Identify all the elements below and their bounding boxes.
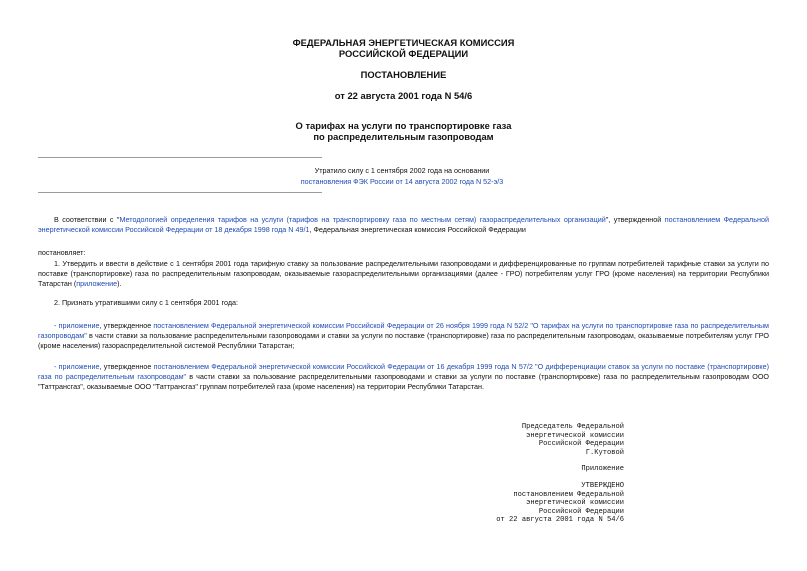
item-2-paragraph: 2. Признать утратившими силу с 1 сентября 2001 года: [54,298,239,307]
appendix-link[interactable]: приложение [76,279,118,289]
document-date-number: от 22 августа 2001 года N 54/6 [334,90,473,101]
annulment-text: Утратило силу с 1 сентября 2002 года на основании [314,166,490,175]
resolution-57-2-link[interactable]: постановлением Федеральной энергетической комиссии Российской Федерации от 16 декабря 1999 года N 57/2 "О дифференциации ставок за услуги по поставке (транспортировке) газа по распределительным газопроводам" [38,362,769,382]
signature-block: Председатель Федеральной энергетической комиссии Российской Федерации Г.Кутовой [521,423,624,457]
resolution-52-2-link[interactable]: постановлением Федеральной энергетической комиссии Российской Федерации от 26 ноября 1999 года N 52/2 "О тарифах на услуги по транспортировке газа по распределительным газопроводам" [38,321,769,341]
commission-name-line2: РОССИЙСКОЙ ФЕДЕРАЦИИ [338,48,469,59]
intro-paragraph: В соответствии с "Методологией определения тарифов на услуги (тарифов на транспортировку газа по местным сетям) газораспределительных организаций", утвержденной постановлением Федеральной энергетической комиссии Российской Федерации от 18 декабря 1998 года N 49/1, Федеральная энергетическая комиссия Российской Федерации [38,215,769,235]
approval-block: УТВЕРЖДЕНО постановлением Федеральной энергетической комиссии Российской Федерации от 22 августа 2001 года N 54/6 [496,482,624,525]
document-subject-line2: по распределительным газопроводам [313,131,494,142]
annulled-item-2: - приложение, утвержденное постановлением Федеральной энергетической комиссии Российской Федерации от 16 декабря 1999 года N 57/2 "О дифференциации ставок за услуги по поставке (транспортировке) газа по распределительным газопроводам" в части ставки за пользование распределительными газопроводами и ставки за услуги по поставке (транспортировке) газа по распределительным газопроводам ООО "Таттрансгаз", оказываемые ООО "Таттрансгаз" группам потребителей газа (кроме населения) на территории Республики Татарстан. [38,362,769,392]
annulled-appendix-2-link[interactable]: - приложение [54,362,100,371]
resolves-text: постановляет: [38,248,86,257]
annulment-note [282,165,522,187]
resolution-49-1-link[interactable]: постановлением Федеральной энергетической комиссии Российской Федерации от 18 декабря 1998 года N 49/1 [38,215,769,235]
divider-top [38,157,322,158]
methodology-link[interactable]: Методологией определения тарифов на услуги (тарифов на транспортировку газа по местным сетям) газораспределительных организаций [119,215,606,224]
annulled-item-1: - приложение, утвержденное постановлением Федеральной энергетической комиссии Российской Федерации от 26 ноября 1999 года N 52/2 "О тарифах на услуги по транспортировке газа по распределительным газопроводам" в части ставки за пользование распределительными газопроводами и ставки за услуги по поставке (транспортировке) газа по распределительным газопроводам, оказываемые потребителям услуг ГРО (кроме населения) газораспределительной системой Республики Татарстан; [38,321,769,351]
document-type: ПОСТАНОВЛЕНИЕ [360,69,447,80]
item-1-paragraph: 1. Утвердить и ввести в действие с 1 сентября 2001 года тарифную ставку за пользование распределительными газопроводами и дифференцированные по группам потребителей тарифные ставки за услуги по поставке (транспортировке) газа по распределительным газопроводам, оказываемые газораспределительными организациями (далее - ГРО) потребителям услуг ГРО (кроме населения) на территории Республики Татарстан (приложение). [38,259,769,289]
annulled-appendix-1-link[interactable]: - приложение [54,321,100,330]
divider-bottom [38,192,322,193]
commission-name-line1: ФЕДЕРАЛЬНАЯ ЭНЕРГЕТИЧЕСКАЯ КОМИССИЯ [292,37,515,48]
annulment-link[interactable]: постановления ФЭК России от 14 августа 2002 года N 52-э/3 [300,177,504,186]
document-subject-line1: О тарифах на услуги по транспортировке газа [295,120,512,131]
appendix-title: Приложение [581,465,624,473]
